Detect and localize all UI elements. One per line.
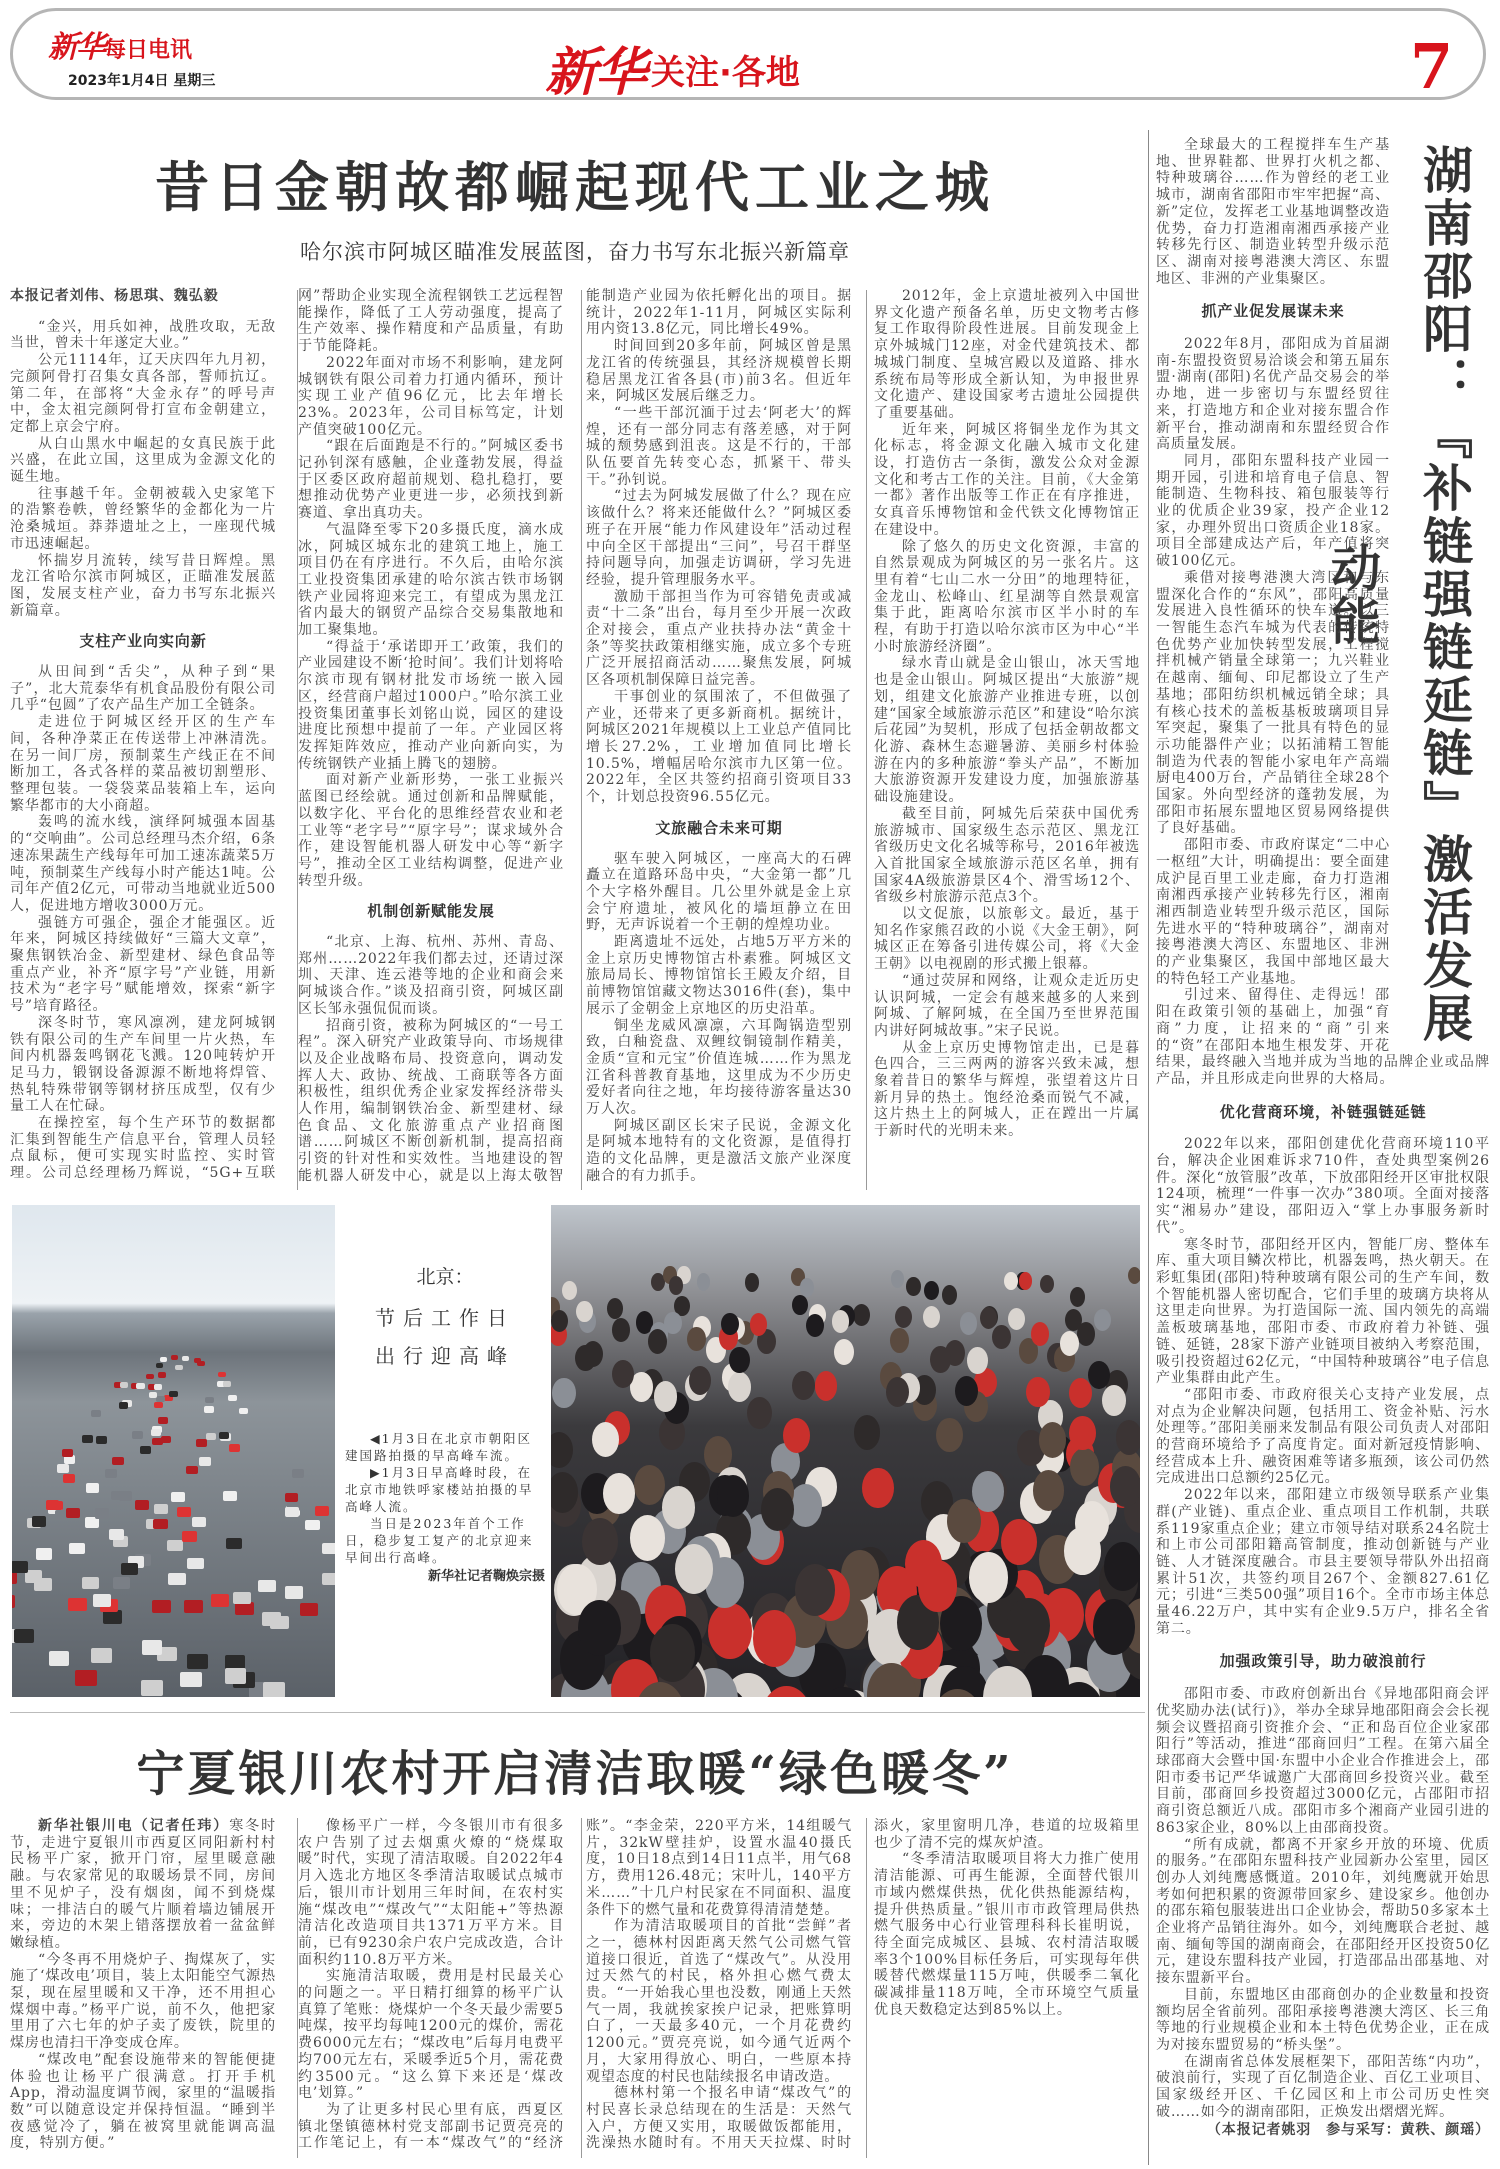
bottom-article-body: [10, 1818, 1140, 2163]
commuter: [708, 1603, 751, 1659]
commuter: [795, 1564, 835, 1616]
commuter: [551, 1310, 568, 1332]
car: [186, 1466, 198, 1475]
car: [96, 1436, 107, 1444]
commuter: [578, 1600, 621, 1656]
car: [153, 1519, 168, 1529]
commuter: [1077, 1322, 1095, 1346]
car: [120, 1382, 128, 1388]
commuter: [592, 1422, 619, 1457]
commuter: [890, 1328, 909, 1353]
commuter: [1093, 1599, 1136, 1655]
article-paragraph: “冬季清洁取暖项目将大力推广使用清洁能源、可再生能源，全面替代银川市域内燃煤供热，优化供热能源结构，提升供热质量。”银川市市政管理局供热燃气服务中心行业管理科科长崔明说，待全面完成城区、县城、农村清洁取暖率3个100%目标任务后，可实现每年供暖替代燃煤量115万吨，供暖季二氧化碳减排量118万吨，全市环境空气质量优良天数稳定达到85%以上。: [874, 1851, 1140, 2018]
article-paragraph: 在操控室，每个生产环节的数据都汇集到智能生产信息平台，管理人员轻点鼠标，便可实现实时监控、实时管理。公司总经理杨乃辉说，“5G+互联网”帮助企业实现全流程钢铁工艺远程智能操作，降低了工人劳动强度，提高了生产效率、操作精度和产品质量，有助于节能降耗。: [10, 288, 564, 1182]
car: [12, 1561, 28, 1573]
car: [285, 1493, 298, 1503]
commuter: [923, 1306, 940, 1328]
car: [285, 1586, 303, 1599]
section-logo: [545, 30, 800, 105]
section-divider: [10, 1712, 1145, 1713]
car: [182, 1531, 197, 1542]
car: [154, 1384, 162, 1390]
commuter: [1102, 1385, 1126, 1416]
commuter: [562, 1281, 577, 1300]
car: [154, 1504, 168, 1514]
car: [103, 1610, 122, 1624]
article-paragraph: 从白山黑水中崛起的女真民族于此兴盛，在此立国，这里成为金源文化的诞生地。: [10, 435, 276, 486]
commuter: [1088, 1361, 1110, 1389]
car: [62, 1449, 73, 1457]
commuter: [697, 1273, 711, 1291]
car: [168, 1573, 185, 1585]
commuter: [895, 1306, 912, 1328]
car: [12, 1595, 15, 1608]
car: [171, 1355, 178, 1360]
commuter: [717, 1475, 749, 1516]
car: [184, 1600, 202, 1613]
commuter: [800, 1278, 814, 1297]
article-paragraph: 2022年以来，邵阳建立市级领导联系产业集群(产业链)、重点企业、重点项目工作机制，共联系119家重点企业；建立市领导结对联系24名院士和上市公司邵阳籍高管制度，推动创新链与产业链、人才链深度融合。市县主要领导带队外出招商累计51次，共签约项目267个、金额827.61亿元；引进“三类500强”项目16个。全市市场主体总量46.22万户，其中实有企业9.5万户，排名全省第二。: [1156, 1487, 1490, 1637]
commuter: [924, 1281, 939, 1300]
car: [66, 1508, 80, 1518]
article-paragraph: 以文促旅，以旅彰文。最近，基于知名作家熊召政的小说《大金王朝》，阿城区正在筹备引进传媒公司，将《大金王朝》以电视剧的形式搬上银幕。: [874, 906, 1140, 973]
article-paragraph: 2022年8月，邵阳成为首届湖南-东盟投资贸易洽谈会和第五届东盟·湖南(邵阳)名优产品交易会的举办地，进一步密切与东盟经贸往来，打造地方和企业对接东盟合作新平台，推动湖南和东盟经贸合作高质量发展。: [1156, 336, 1390, 453]
commuter: [1116, 1420, 1140, 1455]
commuter: [630, 1515, 665, 1561]
commuter: [551, 1432, 573, 1468]
article-paragraph: 阿城区副区长宋子民说，金源文化是阿城本地特有的文化资源，是值得打造的文化品牌，更是激活文旅产业深度融合的有力抓手。: [586, 1117, 852, 1184]
car: [300, 1603, 319, 1616]
car: [175, 1365, 182, 1370]
traffic-photo: [12, 1205, 335, 1697]
commuter: [1040, 1275, 1054, 1293]
car: [182, 1356, 189, 1361]
car: [154, 1402, 163, 1409]
subway-crowd-photo: [551, 1205, 1140, 1697]
car: [322, 1573, 335, 1585]
commuter: [1008, 1308, 1025, 1330]
article-paragraph: 邵阳市委、市政府创新出台《异地邵阳商会评优奖励办法(试行)》，举办全球异地邵阳商会会长视频会议暨招商引资推介会、“正和岛百位企业家邵阳行”等活动，推进“邵商回归”工程。在第六届全球邵商大会暨中国·东盟中小企业合作推进会上，邵阳市委书记严华诚邀广大邵商回乡投资兴业。截至目前，邵商回乡投资超过3000亿元，占邵阳市招商引资总额近八成。邵阳市多个湘商产业园引进的863家企业，80%以上由邵商投资。: [1156, 1686, 1490, 1836]
top-article-headline: 昔日金朝故都崛起现代工业之城: [155, 155, 995, 219]
car: [229, 1444, 240, 1452]
article-paragraph: 德林村第一个报名申请“煤改气”的村民喜长录总结现在的生活是：天然气入户，方便又实用，取暖做饭都能用，洗澡热水随时有。不用天天拉煤、时时添火，家里窗明几净，巷道的垃圾箱里也少了清不完的煤灰炉渣。: [586, 1818, 1140, 2152]
car: [160, 1357, 167, 1362]
article-paragraph: 激励干部担当作为可容错免责或减责“十二条”出台，每月至少开展一次政企对接会，重点产业扶持办法“黄金十条”等奖扶政策相继实施，成立多个专班广泛开展招商活动……聚焦发展，阿城区各项机制保障日益完善。: [586, 588, 852, 689]
car: [258, 1580, 275, 1592]
commuter: [854, 1415, 881, 1450]
section-subheading: 抓产业促发展谋未来: [1201, 302, 1345, 321]
commuter: [1070, 1448, 1099, 1486]
car: [68, 1598, 86, 1611]
article-paragraph: 为了让更多村民心里有底，西夏区镇北堡镇德林村党支部副书记贾亮亮的工作笔记上，有一本“煤改气”的“经济账”。“李金荣，220平方米，14组暖气片，32kW壁挂炉，设置水温40摄氏度，10日18点到14日11点半，用气68方，费用126.48元；宋叶儿，140平方米……”十几户村民家在不同面积、温度条件下的燃气量和花费算得清清楚楚。: [298, 1818, 852, 2152]
car: [34, 1578, 51, 1590]
car: [95, 1508, 109, 1518]
article-paragraph: 寒冬时节，邵阳经开区内，智能厂房、整体车库、重大项目鳞次栉比，机器轰鸣，热火朝天。在彩虹集团(邵阳)特种玻璃有限公司的生产车间，数个智能机器人密切配合，它们手里的玻璃方块将从这里走向世界。为打造国际一流、国内领先的高端盖板玻璃基地，邵阳市委、市政府着力补链、强链、延链，28家下游产业链项目被纳入考察范围，吸引投资超过62亿元，“中国特种玻璃谷”电子信息产业集群由此产生。: [1156, 1236, 1490, 1387]
article-paragraph: 2022年以来，邵阳创建优化营商环境110平台，解决企业困难诉求710件，查处典型案例26件。深化“放管服”改革，下放邵阳经开区审批权限124项，梳理“一件事一次办”380项。全面对接落实“湘易办”建设，邵阳迈入“掌上办事服务新时代”。: [1156, 1136, 1490, 1236]
article-paragraph: 招商引资，被称为阿城区的“一号工程”。深入研究产业政策导向、市场规律以及企业战略布局、投资意向，调动发挥人大、政协、统战、工商联等各方面积极性，组织优秀企业家发挥经济带头人作用，编制钢铁冶金、新型建材、绿色食品、文化旅游重点产业招商图谱……阿城区不断创新机制，提高招商引资的针对性和实效性。当地建设的智能机器人研发中心，就是以上海太敬智能制造产业园为依托孵化出的项目。据统计，2022年1-11月，阿城区实际利用内资13.8亿元，同比增长49%。: [298, 288, 852, 1184]
article-paragraph: “跟在后面跑是不行的。”阿城区委书记孙钊深有感触，企业蓬勃发展，得益于区委区政府超前规划、稳扎稳打，要想推动优势产业更进一步，必须找到新赛道、拿出真功夫。: [298, 438, 564, 522]
commuter: [783, 1418, 810, 1453]
section-name: 关注·各地: [651, 53, 800, 93]
commuter: [1064, 1527, 1100, 1574]
section-subheading: 加强政策引导，助力破浪前行: [1219, 1652, 1427, 1671]
car: [32, 1516, 47, 1526]
paragraph-text: 寒冬时节，走进宁夏银川市西夏区同阳新村村民杨平广家，掀开门帘，屋里暖意融融。与农家常见的取暖场景不同，房间里不见炉子，没有烟囱，闻不到烧煤味；一排洁白的暖气片顺着墙边铺展开来，旁边的木架上错落摆放着一盆盆鲜嫩绿植。: [10, 1818, 276, 1951]
commuter: [1094, 1309, 1111, 1331]
section-subheading: 文旅融合未来可期: [655, 818, 783, 837]
car: [86, 1483, 99, 1492]
commuter: [1128, 1267, 1140, 1284]
article-paragraph: 2022年面对市场不利影响，建龙阿城钢铁有限公司着力打通内循环，预计实现工业产值96亿元，比去年增长23%。2023年，公司目标笃定，计划产值突破100亿元。: [298, 354, 564, 438]
car: [146, 1374, 154, 1380]
car: [105, 1469, 117, 1478]
article-paragraph: 乘借对接粤港澳大湾区和与东盟深化合作的“东风”，邵阳高质量发展进入良性循环的快车道。以三一智能生态汽车城为代表的传统特色优势产业加快转型发展，工程搅拌机械产销量全球第一；九兴鞋业在越南、缅甸、印尼都设立了生产基地；邵阳纺织机械远销全球；具有核心技术的盖板基板玻璃项目异军突起，聚集了一批具有特色的显示功能器件产业；以拓浦精工智能制造为代表的智能小家电年产高端厨电400万台，产品销往全球28个国家。外向型经济的蓬勃发展，为邵阳市拓展东盟地区贸易网络提供了良好基础。: [1156, 569, 1390, 837]
car: [199, 1457, 211, 1465]
column-divider: [866, 1818, 867, 2158]
commuter: [1039, 1422, 1066, 1457]
car: [156, 1363, 163, 1368]
car: [14, 1629, 34, 1643]
article-paragraph: 深冬时节，寒风凛冽，建龙阿城钢铁有限公司的生产车间里一片火热，车间内机器轰鸣钢花飞溅。120吨转炉开足马力，锻钢设备源源不断地将焊管、热轧特殊带钢等钢材挤压成型，仅有少量工人在忙碌。: [10, 1014, 276, 1115]
author-credit: （本报记者姚羽 参与采写：黄秩、颜瑶）: [1206, 2122, 1490, 2139]
car: [46, 1500, 60, 1510]
commuter: [745, 1273, 759, 1291]
commuter: [1069, 1416, 1096, 1451]
car: [239, 1408, 248, 1415]
right-article-divider: [1148, 130, 1149, 2165]
car: [85, 1517, 100, 1527]
car: [119, 1402, 128, 1409]
commuter: [972, 1471, 1004, 1512]
commuter: [815, 1371, 838, 1401]
commuter: [930, 1346, 951, 1373]
article-paragraph: “过去为阿城发展做了什么？现在应该做什么？将来还能做什么？”阿城区委班子在开展“能力作风建设年”活动过程中向全区干部提出“三问”，号召干群坚持问题导向，加强走访调研，学习先进经验，提升管理服务水平。: [586, 488, 852, 588]
article-paragraph: “一些干部沉湎于过去‘阿老大’的辉煌，还有一部分同志有落差感，对于阿城的颓势感到沮丧。这是不行的，干部队伍要首先转变心态，抓紧干、带头干。”孙钊说。: [586, 404, 852, 488]
car: [169, 1391, 178, 1397]
car: [149, 1392, 158, 1398]
column-divider: [866, 290, 867, 1190]
car: [142, 1640, 162, 1655]
car: [57, 1464, 69, 1473]
commuter: [654, 1381, 678, 1412]
car: [197, 1361, 204, 1366]
commuter: [1110, 1466, 1140, 1506]
commuter: [1004, 1272, 1018, 1290]
article-paragraph: “金兴，用兵如神，战胜攻取，无敌当世，曾未十年遂定大业。”: [10, 318, 276, 352]
car: [180, 1672, 202, 1688]
car: [228, 1395, 237, 1401]
section-subheading: 优化营商环境，补链强链延链: [1219, 1102, 1427, 1121]
car: [82, 1435, 93, 1443]
commuter: [648, 1329, 667, 1354]
car: [206, 1433, 217, 1441]
commuter: [969, 1552, 1008, 1602]
commuter: [607, 1298, 623, 1319]
car: [63, 1474, 76, 1483]
commuter: [582, 1518, 618, 1564]
commuter: [960, 1312, 977, 1335]
article-paragraph: [10, 1818, 276, 1952]
right-article-vertical-headline: 湖南邵阳：『补链强链延链』激活发展动能: [1323, 144, 1474, 1045]
commuter: [1060, 1331, 1079, 1356]
car: [285, 1507, 299, 1517]
commuter: [750, 1313, 768, 1336]
car: [225, 1668, 247, 1683]
column-divider: [581, 290, 582, 1190]
commuter: [891, 1270, 905, 1288]
commuter: [689, 1366, 711, 1395]
article-paragraph: “煤改电”配套设施带来的智能便捷体验也让杨平广很满意。打开手机App，滑动温度调节阀，家里的“温暖指数”可以随意设定并保持恒温。“睡到半夜感觉冷了，躺在被窝里就能调高温度，特别方便。”: [10, 2051, 276, 2152]
car: [36, 1548, 52, 1559]
commuter: [1070, 1287, 1085, 1307]
column-divider: [297, 290, 298, 1190]
article-paragraph: 面对新产业新形势，一张工业振兴蓝图已经绘就。通过创新和品牌赋能，以数字化、平台化的思维经营农业和老工业等“老字号”“原字号”；谋求域外合作，建设智能机器人研发中心等“新字号”，推动全区工业结构调整，促进产业转型升级。: [298, 772, 564, 889]
byline: 本报记者刘伟、杨思琪、魏弘毅: [10, 288, 219, 304]
commuter: [662, 1486, 695, 1529]
article-paragraph: 驱车驶入阿城区，一座高大的石碑矗立在道路环岛中央，“大金第一都”几个大字格外醒目。几公里外就是金上京会宁府遗址，被风化的墙垣静立在田野，无声诉说着一个王朝的煌煌功业。: [586, 850, 852, 934]
car: [136, 1383, 144, 1389]
caption-paragraph: ▶1月3日早高峰时段，在北京市地铁呼家楼站拍摄的早高峰人流。: [345, 1465, 534, 1514]
commuter: [1001, 1519, 1037, 1565]
car: [109, 1529, 124, 1540]
car: [262, 1612, 281, 1626]
article-paragraph: 强链方可强企，强企才能强区。近年来，阿城区持续做好“三篇大文章”，聚焦钢铁冶金、新型建材、绿色食品等重点产业，补齐“原字号”产业链，用新技术为“老字号”赋能增效，探索“新字号”培育路径。: [10, 914, 276, 1015]
commuter: [721, 1313, 739, 1336]
dateline: 新华社银川电（记者任玮）: [38, 1818, 230, 1834]
commuter: [792, 1295, 808, 1316]
commuter: [575, 1345, 595, 1371]
car: [223, 1491, 236, 1501]
commuter: [992, 1325, 1011, 1349]
car: [205, 1397, 214, 1403]
commuter: [1026, 1377, 1049, 1407]
article-paragraph: 近年来，阿城区将铜坐龙作为其文化标志，将金源文化融入城市文化建设，打造仿古一条街，激发公众对金源文化和考古工作的关注。目前，《大金第一都》著作出版等工作正在有序推进，女真音乐博物馆和金代铁文化博物馆正在建设中。: [874, 421, 1140, 538]
commuter: [792, 1371, 815, 1400]
commuter: [1031, 1322, 1049, 1346]
commuter: [1033, 1470, 1064, 1511]
commuter: [603, 1473, 635, 1514]
commuter: [650, 1624, 695, 1682]
commuter: [669, 1276, 683, 1295]
commuter: [612, 1360, 634, 1388]
car: [158, 1417, 168, 1424]
commuter: [634, 1465, 665, 1505]
article-paragraph: 实施清洁取暖，费用是村民最关心的问题之一。平日精打细算的杨平广认真算了笔账：烧煤炉一个冬天最少需要5吨煤，按平均每吨1200元的煤价，需花费6000元左右；“煤改电”后每月电费平均700元左右，采暖季近5个月，需花费约3500元。“这么算下来还是‘煤改电’划算。”: [298, 1968, 564, 2102]
commuter: [1007, 1598, 1050, 1653]
photo-title-line: 节后工作日: [375, 1306, 515, 1330]
car: [315, 1506, 329, 1516]
car: [113, 1577, 130, 1589]
article-paragraph: 同月，邵阳东盟科技产业园一期开园，引进和培育电子信息、智能制造、生物科技、箱包服装等行业的优质企业39家，投产企业12家，办理外贸出口资质企业18家。项目全部建成达产后，年产值将突破100亿元。: [1156, 452, 1390, 570]
commuter: [834, 1339, 854, 1365]
article-paragraph: “邵阳市委、市政府很关心支持产业发展，点对点为企业解决问题，包括用工、资金补贴、污水处理等。”邵阳美丽来发制品有限公司负责人对邵阳的营商环境给予了高度肯定。面对新冠疫情影响、经营成本上升、融资困难等诸多瓶颈，该公司仍然完成进出口总额约25亿元。: [1156, 1386, 1490, 1487]
commuter: [729, 1347, 750, 1374]
photo-caption: [345, 1262, 545, 1585]
article-paragraph: 铜坐龙威风凛凛，六耳陶锅造型别致，白釉瓷盘、双鲤纹铜镜制作精美，金质“宣和元宝”价值连城……作为黑龙江省科普教育基地，这里成为不少历史爱好者向往之地，年均接待游客量达30万人次。: [586, 1017, 852, 1118]
car: [167, 1540, 183, 1551]
commuter: [886, 1377, 909, 1407]
car: [152, 1600, 170, 1613]
article-paragraph: 截至目前，阿城先后荣获中国优秀旅游城市、国家级生态示范区、黑龙江省级历史文化名城等称号，2016年被选入首批国家全域旅游示范区名单，拥有国家4A级旅游景区4个、滑雪场12个、省级乡村旅游示范点3个。: [874, 805, 1140, 906]
article-paragraph: “通过荧屏和网络，让观众走近历史认识阿城，一定会有越来越多的人来到阿城、了解阿城，在全国乃至世界范围内讲好阿城故事。”宋子民说。: [874, 972, 1140, 1039]
car: [211, 1594, 229, 1607]
article-paragraph: 干事创业的氛围浓了，不但做强了产业，还带来了更多新商机。据统计，阿城区2021年规模以上工业总产值同比增长27.2%，工业增加值同比增长10.5%，增幅居哈尔滨市九区第一位。2022年，全区共签约招商引资项目33个，计划总投资96.55亿元。: [586, 688, 852, 806]
article-paragraph: 时间回到20多年前，阿城区曾是黑龙江省的传统强县，其经济规模曾长期稳居黑龙江省各县(市)前3名。但近年来，阿城区发展后继乏力。: [586, 338, 852, 405]
article-paragraph: 像杨平广一样，今冬银川市有很多农户告别了过去烟熏火燎的“烧煤取暖”时代，实现了清洁取暖。自2022年4月入选北方地区冬季清洁取暖试点城市后，银川市计划用三年时间，在农村实施“煤改电”“煤改气”“太阳能+”等热源清洁化改造项目共1371万平方米。目前，已有9230余户农户完成改造，合计面积约110.8万平方米。: [298, 1818, 564, 1968]
article-paragraph: 在湖南省总体发展框架下，邵阳苦练“内功”，破浪前行，实现了百亿制造企业、百亿工业项目、国家级经开区、千亿园区和上市公司历史性突破……如今的湖南邵阳，正焕发出熠熠光辉。: [1156, 2053, 1490, 2120]
car: [322, 1543, 335, 1554]
car: [12, 1572, 17, 1584]
article-paragraph: 作为清洁取暖项目的首批“尝鲜”者之一，德林村因距离天然气公司燃气管道接口很近，首选了“煤改气”。从没用过天然气的村民，格外担心燃气费太贵。“一开始我心里也没数，刚通上天然气一周，我就挨家挨户记录，把账算明白了，一天最多40元，一个月花费约1200元。”贾亮亮说，如今通气近两个月，大家用得放心、明白，一些原本持观望态度的村民也陆续报名申请改造。: [586, 1918, 852, 2085]
article-paragraph: 公元1114年，辽天庆四年九月初，完颜阿骨打召集女真各部，誓师抗辽。第二年，在部将“大金永存”的呼号声中，金太祖完颜阿骨打宣布金朝建立，定都上京会宁府。: [10, 352, 276, 435]
paper-logo: [48, 22, 192, 66]
commuter: [1019, 1272, 1033, 1290]
section-subheading: 机制创新赋能发展: [367, 902, 495, 921]
commuter: [747, 1397, 772, 1429]
commuter: [1104, 1542, 1140, 1591]
commuter: [967, 1347, 988, 1374]
car: [132, 1431, 143, 1439]
commuter: [832, 1310, 849, 1332]
commuter: [936, 1418, 963, 1453]
car: [119, 1491, 132, 1501]
commuter: [918, 1560, 957, 1611]
commuter: [942, 1285, 957, 1305]
car: [218, 1372, 226, 1378]
commuter: [552, 1378, 575, 1408]
article-paragraph: 2012年，金上京遗址被列入中国世界文化遗产预备名单，历史文物考古修复工作取得阶段性进展。目前发现金上京外城城门12座，对金代建筑技术、都城城门制度、皇城宫殿以及道路、排水系统布局等形成全新认知，为申报世界文化遗产、建设国家考古遗址公园提供了重要基础。: [874, 288, 1140, 421]
car: [305, 1520, 320, 1530]
car: [151, 1429, 161, 1436]
car: [140, 1446, 151, 1454]
photo-title-line: 出行迎高峰: [375, 1344, 515, 1368]
car: [91, 1648, 112, 1663]
car: [141, 1680, 163, 1696]
car: [196, 1439, 207, 1447]
commuter: [806, 1314, 824, 1337]
car: [204, 1406, 213, 1413]
commuter: [906, 1277, 920, 1296]
xinhua-script-logo: 新华: [48, 30, 104, 65]
car: [112, 1457, 124, 1465]
commuter: [675, 1544, 713, 1593]
article-paragraph: “得益于‘承诺即开工’政策，我们的产业园建设不断‘抢时间’。我们计划将哈尔滨市现有钢材批发市场统一嵌入园区，经营商户超过1000户。”哈尔滨工业投资集团董事长刘铭山说，园区的建设进度比预想中提前了一年。产业园区将发挥矩阵效应，推动产业向新向实，为传统钢铁产业插上腾飞的翅膀。: [298, 638, 564, 772]
article-paragraph: 邵阳市委、市政府谋定“二中心一枢纽”大计，明确提出：要全面建成沪昆百里工业走廊，奋力打造湘南湘西承接产业转移先行区，湘南湘西制造业转型升级示范区，国际先进水平的“特种玻璃谷”，湖南对接粤港澳大湾区、东盟地区、非洲的产业集聚区，我国中部地区最大的特色轻工产业基地。: [1156, 837, 1390, 987]
commuter: [862, 1468, 893, 1509]
article-paragraph: “北京、上海、杭州、苏州、青岛、郑州……2022年我们都去过，还请过深圳、天津、连云港等地的企业和商会来阿城谈合作。”谈及招商引资，阿城区副区长邹永强侃侃而谈。: [298, 934, 564, 1017]
car: [75, 1670, 97, 1686]
column-divider: [297, 1818, 298, 2158]
article-paragraph: 绿水青山就是金山银山，冰天雪地也是金山银山。阿城区提出“大旅游”规划，组建文化旅游产业推进专班，以创建“国家全域旅游示范区”和建设“哈尔滨后花园”为契机，形成了包括金朝故都文化游、森林生态避暑游、美丽乡村体验游在内的多种旅游“拳头产品”，不断加大旅游资源开发建设力度，加强旅游基础设施建设。: [874, 655, 1140, 806]
car: [152, 1438, 163, 1446]
article-paragraph: 从金上京历史博物馆走出，已是暮色四合，三三两两的游客兴致未减，想象着昔日的繁华与辉煌，张望着这片日新月异的热土。饱经沧桑而锐气不减，这片热土上的阿城人，正在蹚出一片属于新时代的光明未来。: [874, 1039, 1140, 1140]
article-paragraph: 从田间到“舌尖”，从种子到“果子”，北大荒泰华有机食品股份有限公司几乎“包圆”了农产品生产加工全链条。: [10, 664, 276, 714]
paper-name: 每日电讯: [104, 38, 193, 63]
article-paragraph: 全球最大的工程搅拌车生产基地、世界鞋都、世界打火机之都、特种玻璃谷……作为曾经的老工业城市，湖南省邵阳市牢牢把握“高、新”定位，发挥老工业基地调整改造优势，奋力打造湘南湘西承接产业转移先行区、制造业转型升级示范区、湖南对接粤港澳大湾区、东盟地区、非洲的产业集聚区。: [1156, 137, 1390, 287]
bottom-article-headline: 宁夏银川农村开启清洁取暖“绿色暖冬”: [136, 1746, 1014, 1802]
article-paragraph: 怀揣岁月流转，续写昔日辉煌。黑龙江省哈尔滨市阿城区，正瞄准发展蓝图，发展支柱产业，奋力书写东北振兴新篇章。: [10, 552, 276, 619]
car: [121, 1563, 138, 1575]
photo-title-place: 北京：: [416, 1266, 474, 1288]
photo-feature-title: [345, 1262, 545, 1375]
issue-date: 2023年1月4日 星期三: [68, 73, 216, 89]
commuter: [789, 1484, 822, 1526]
caption-paragraph: 当日是2023年首个工作日，稳步复工复产的北京迎来早间出行高峰。: [345, 1516, 534, 1565]
xinhua-script-logo-large: 新华: [545, 42, 646, 103]
commuter: [576, 1301, 592, 1322]
car: [219, 1432, 230, 1440]
car: [233, 1592, 251, 1605]
car: [177, 1507, 191, 1517]
car: [91, 1410, 101, 1417]
photo-credit: 新华社记者鞠焕宗摄: [427, 1569, 545, 1584]
article-paragraph: 距离遗址不远处，占地5万平方米的金上京历史博物馆古朴素雅。阿城区文旅局局长、博物馆馆长王殿友介绍，目前博物馆馆藏文物达3016件(套)，集中展示了金朝金上京地区的历史沿革。: [586, 934, 852, 1017]
car: [187, 1558, 203, 1570]
car: [187, 1654, 208, 1669]
article-paragraph: 目前，东盟地区由邵商创办的企业数量和投资额均居全省前列。邵阳承接粤港澳大湾区、长三角等地的行业规模企业和本土特色优势企业，正在成为对接东盟贸易的“桥头堡”。: [1156, 1986, 1490, 2053]
article-paragraph: 往事越千年。金朝被载入史家笔下的浩繁卷帙，曾经繁华的金都化为一片沧桑城垣。莽莽遗址之上，一座现代城市迅速崛起。: [10, 485, 276, 552]
article-paragraph: 轰鸣的流水线，演绎阿城强本固基的“交响曲”。公司总经理马杰介绍，6条速冻果蔬生产线每年可加工速冻蔬菜5万吨，预制菜生产线每小时产能达1吨。公司年产值2亿元，可带动当地就业近500人，促进地方增收3000万元。: [10, 814, 276, 914]
right-article: [1156, 137, 1490, 2162]
photo-caption-text: [345, 1430, 545, 1585]
car: [226, 1538, 242, 1549]
article-paragraph: 引过来、留得住、走得远！邵阳在政策引领的基础上，加强“育商”力度，让招来的“商”引来的“资”在邵阳本地生根发芽、开花结果，最终融入当地并成为当地的品牌企业或品牌产品，并且形成走向世界的大格局。: [1156, 987, 1490, 1087]
car: [263, 1682, 285, 1697]
car: [223, 1381, 231, 1387]
car: [93, 1594, 111, 1607]
article-paragraph: 除了悠久的历史文化资源，丰富的自然景观成为阿城区的另一张名片。这里有着“七山二水一分田”的地理特征，金龙山、松峰山、红星湖等自然景观富集于此，距离哈尔滨市区半小时的车程，有助于打造以哈尔滨市区为中心“半小时旅游经济圈”。: [874, 538, 1140, 655]
commuter: [761, 1488, 794, 1531]
car: [82, 1577, 99, 1589]
car: [158, 1372, 166, 1378]
top-article-subtitle: 哈尔滨市阿城区瞄准发展蓝图，奋力书写东北振兴新篇章: [300, 240, 850, 264]
article-paragraph: 走进位于阿城区经开区的生产车间，各种净菜正在传送带上冲淋清洗。在另一间厂房，预制菜生产线正在不间断加工，各式各样的菜品被切割塑形、整理包装。一袋袋菜品装箱上车，运向繁华都市的大小商超。: [10, 714, 276, 814]
top-article-body: [10, 288, 1140, 1193]
car: [135, 1500, 149, 1510]
car: [292, 1469, 304, 1478]
page-number: 7: [1410, 30, 1454, 103]
commuter: [728, 1372, 751, 1402]
car: [192, 1517, 207, 1527]
commuter: [687, 1327, 706, 1351]
car: [49, 1651, 70, 1666]
caption-paragraph: ◀1月3日在北京市朝阳区建国路拍摄的早高峰车流。: [345, 1431, 533, 1463]
commuter: [612, 1318, 630, 1341]
column-divider: [581, 1818, 582, 2158]
commuter: [853, 1304, 870, 1326]
article-paragraph: 气温降至零下20多摄氏度，滴水成冰，阿城区城东北的建筑工地上，施工项目仍在有序进行。不久后，由哈尔滨工业投资集团承建的哈尔滨古铁市场钢铁产业园将迎来完工，有望成为黑龙江省内最大的钢贸产品综合交易集散地和加工聚集地。: [298, 521, 564, 639]
article-paragraph: “今冬再不用烧炉子、掏煤灰了，实施了‘煤改电’项目，装上太阳能空气源热泵，现在屋里暖和又干净，还不用担心煤烟中毒。”杨平广说，前不久，他把家里用了六七年的炉子卖了废铁，院里的煤房也清扫干净变成仓库。: [10, 1951, 276, 2052]
car: [69, 1543, 85, 1554]
car: [171, 1492, 184, 1502]
section-subheading: 支柱产业向实向新: [79, 632, 207, 651]
article-paragraph: “所有成就，都离不开家乡开放的环境、优质的服务。”在邵阳东盟科技产业园新办公室里，园区创办人刘纯鹰感慨道。2010年，刘纯鹰就开始思考如何把积累的资源带回家乡、建设家乡。他创办的邵东箱包服装进出口企业协会，帮助50多家本土企业将产品销往海外。如今，刘纯鹰联合老挝、越南、缅甸等国的湖南商会，在邵阳经开区投资50亿元，建设东盟科技产业园，打造邵品出邵基地、对接东盟新平台。: [1156, 1836, 1490, 1987]
